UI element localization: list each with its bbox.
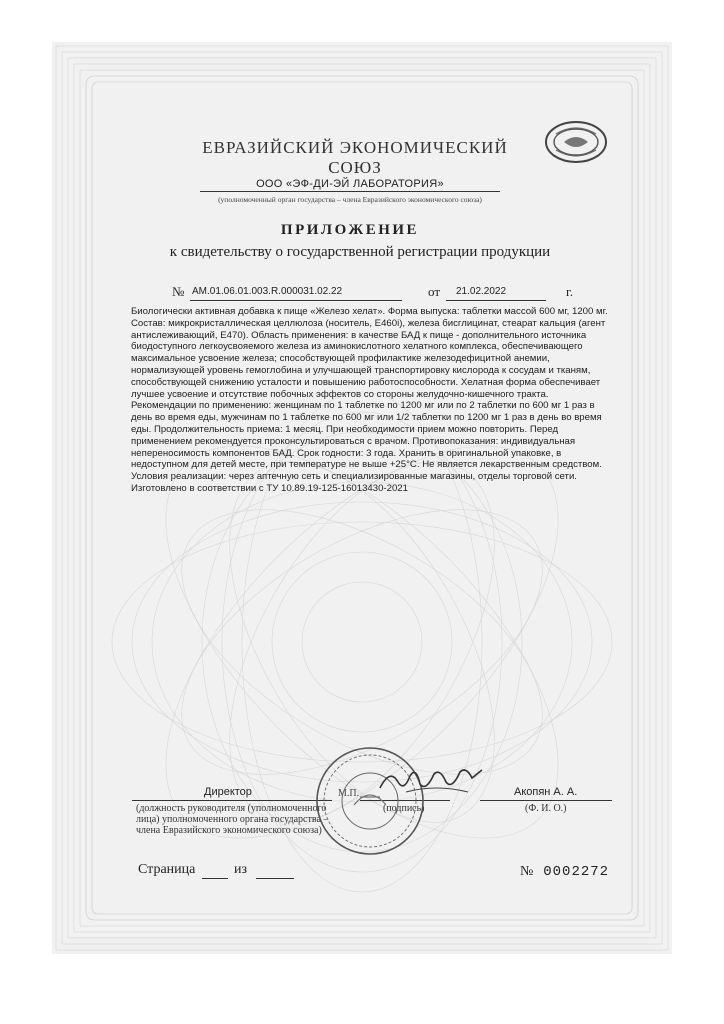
union-name: ЕВРАЗИЙСКИЙ ЭКОНОМИЧЕСКИЙ СОЮЗ	[202, 138, 508, 177]
name-underline	[480, 800, 612, 801]
organization-name: ООО «ЭФ-ДИ-ЭЙ ЛАБОРАТОРИЯ»	[200, 178, 500, 192]
form-number-sign: №	[520, 864, 534, 879]
name-caption: (Ф. И. О.)	[525, 803, 567, 814]
form-number	[520, 862, 609, 880]
product-description: Биологически активная добавка к пище «Железо хелат». Форма выпуска: таблетки массой 600 мг, 1200 мг. Состав: микрокристаллическая целлюлоза (носитель, Е460i), железа бисглицинат, стеарат кальция (агент антислеживающий, Е470). Область применения: в качестве БАД к пище - дополнительного источника биодоступного легкоусвояемого железа из аминокислотного хелатного комплекса, обеспечивающего максимальное усвоение железа; способствующей профилактике железодефицитной анемии, нормализующей уровень гемоглобина и улучшающей транспортировку кислорода к сосудам и тканям, способствующей снижению усталости и повышению работоспособности. Хелатная форма обеспечивает лучшее усвоение и отсутствие побочных эффектов со стороны желудочно-кишечного тракта. Рекомендации по применению: женщинам по 1 таблетке по 1200 мг или по 2 таблетки по 600 мг 1 раз в день во время еды, мужчинам по 1 таблетке по 600 мг или 1/2 таблетки по 1200 мг 1 раз в день во время еды. Продолжительность приема: 1 месяц. При необходимости прием можно повторить. Перед применением рекомендуется проконсультироваться с врачом. Противопоказания: индивидуальная непереносимость компонентов БАД. Срок годности: 3 года. Хранить в оригинальной упаковке, в недоступном для детей месте, при температуре не выше +25°С. Не является лекарственным средством. Условия реализации: через аптечную сеть и специализированные магазины, отделы торговой сети. Изготовлено в соответствии с ТУ 10.89.19-125-16013430-2021	[131, 306, 608, 494]
page-blank	[202, 878, 228, 879]
date-underline	[446, 300, 546, 301]
organization-caption: (уполномоченный орган государства – члена Евразийского экономического союза)	[218, 195, 482, 204]
position-caption: (должность руководителя (уполномоченного лица) уполномоченного органа государства – члена Евразийского экономического союза)	[136, 803, 329, 836]
date-from-label: от	[428, 284, 441, 299]
seal-place-label: М.П.	[338, 788, 360, 799]
document-title: ПРИЛОЖЕНИЕ	[280, 222, 420, 238]
number-underline	[190, 300, 402, 301]
registration-number: AM.01.06.01.003.R.000031.02.22	[192, 286, 343, 297]
document-subtitle: к свидетельству о государственной регистрации продукции	[169, 244, 551, 260]
registration-date: 21.02.2022	[456, 286, 507, 297]
eaeu-emblem-icon	[538, 116, 610, 166]
page-of-label: из	[234, 862, 248, 877]
year-suffix: г.	[566, 284, 574, 299]
form-number-value: 0002272	[543, 864, 610, 880]
signature-caption: (подпись)	[383, 803, 425, 814]
director-position: Директор	[204, 786, 252, 798]
page-total-blank	[256, 878, 294, 879]
signer-name: Акопян А. А.	[514, 786, 578, 798]
number-sign: №	[172, 284, 185, 299]
position-underline	[132, 800, 332, 801]
page-label: Страница	[138, 862, 196, 877]
handwritten-signature-icon	[376, 762, 486, 798]
